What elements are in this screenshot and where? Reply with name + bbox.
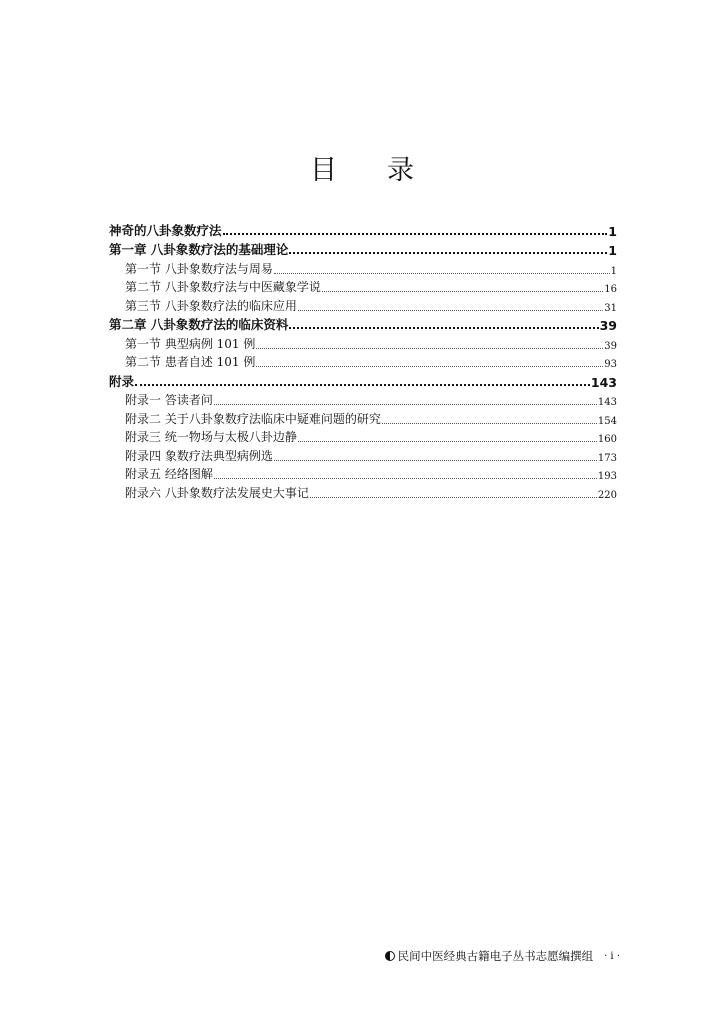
- toc-entry-page: 143: [590, 374, 617, 390]
- toc-dot-leader: [322, 291, 603, 292]
- toc-entry-label: 神奇的八卦象数疗法: [109, 222, 222, 238]
- toc-dot-leader: [298, 310, 603, 311]
- toc-dot-leader: [256, 348, 603, 349]
- toc-entry-label: 第二节 八卦象数疗法与中医藏象学说: [125, 280, 321, 294]
- toc-entry-page: 39: [599, 318, 617, 333]
- toc-entry-page: 1: [608, 243, 617, 258]
- toc-entry-page: 220: [597, 489, 617, 501]
- toc-dot-leader: [135, 384, 590, 386]
- title-char-1: 目: [310, 155, 337, 186]
- toc-entry-page: 39: [604, 340, 617, 352]
- page-title: [0, 148, 724, 187]
- toc-entry-page: 1: [610, 265, 617, 277]
- toc-entry-page: 143: [597, 397, 617, 408]
- toc-entry-page: 193: [597, 471, 617, 482]
- toc-dot-leader: [289, 252, 607, 254]
- toc-entry-page: 16: [604, 284, 617, 295]
- toc-entry[interactable]: [109, 408, 617, 427]
- table-of-contents: [109, 219, 617, 501]
- footer-text: 民间中医经典古籍电子丛书志愿编撰组: [397, 949, 594, 963]
- toc-entry-label: 附录二 关于八卦象数疗法临床中疑难问题的研究: [125, 411, 381, 426]
- toc-dot-leader: [256, 366, 603, 367]
- page-footer: [385, 948, 620, 964]
- toc-entry-label: 附录三 统一物场与太极八卦边静: [125, 430, 297, 444]
- toc-entry-page: 93: [604, 359, 617, 370]
- toc-entry-label: 第三节 八卦象数疗法的临床应用: [125, 298, 297, 313]
- toc-entry-label: 第一节 八卦象数疗法与周易: [125, 261, 273, 276]
- toc-dot-leader: [289, 327, 598, 329]
- toc-dot-leader: [382, 423, 597, 424]
- toc-entry[interactable]: [109, 445, 617, 464]
- toc-dot-leader: [223, 233, 608, 235]
- toc-dot-leader: [274, 273, 610, 274]
- toc-entry-label: 附录五 经络图解: [125, 467, 213, 481]
- toc-entry-label: 第一节 典型病例 101 例: [125, 336, 256, 351]
- toc-entry[interactable]: [109, 370, 617, 390]
- toc-entry-page: 31: [604, 302, 617, 314]
- toc-dot-leader: [214, 404, 597, 405]
- toc-entry-page: 1: [608, 223, 617, 239]
- yin-yang-logo-icon: [385, 951, 395, 961]
- toc-entry-label: 第二节 患者自述 101 例: [125, 355, 256, 369]
- toc-entry-label: 附录: [109, 373, 135, 389]
- toc-entry[interactable]: [109, 427, 617, 446]
- toc-dot-leader: [214, 478, 597, 479]
- toc-entry-label: 附录六 八卦象数疗法发展史大事记: [125, 485, 309, 500]
- toc-dot-leader: [274, 460, 597, 461]
- toc-entry-page: 154: [597, 415, 617, 427]
- toc-entry-label: 第二章 八卦象数疗法的临床资料: [109, 317, 289, 332]
- toc-entry-label: 附录一 答读者问: [125, 393, 213, 407]
- toc-entry-label: 第一章 八卦象数疗法的基础理论: [109, 242, 289, 257]
- toc-entry-page: 160: [597, 434, 617, 445]
- toc-entry[interactable]: [109, 219, 617, 239]
- toc-entry[interactable]: [109, 390, 617, 409]
- toc-entry[interactable]: [109, 314, 617, 334]
- toc-entry[interactable]: [109, 482, 617, 501]
- toc-entry-label: 附录四 象数疗法典型病例选: [125, 448, 273, 463]
- toc-entry[interactable]: [109, 464, 617, 483]
- toc-entry[interactable]: [109, 352, 617, 371]
- toc-dot-leader: [298, 441, 597, 442]
- toc-entry[interactable]: [109, 333, 617, 352]
- toc-entry[interactable]: [109, 258, 617, 277]
- toc-entry-page: 173: [597, 452, 617, 464]
- toc-entry[interactable]: [109, 277, 617, 296]
- toc-entry[interactable]: [109, 239, 617, 259]
- title-char-2: 录: [387, 155, 414, 186]
- footer-page-number: · i ·: [604, 950, 620, 962]
- toc-dot-leader: [310, 497, 597, 498]
- toc-entry[interactable]: [109, 295, 617, 314]
